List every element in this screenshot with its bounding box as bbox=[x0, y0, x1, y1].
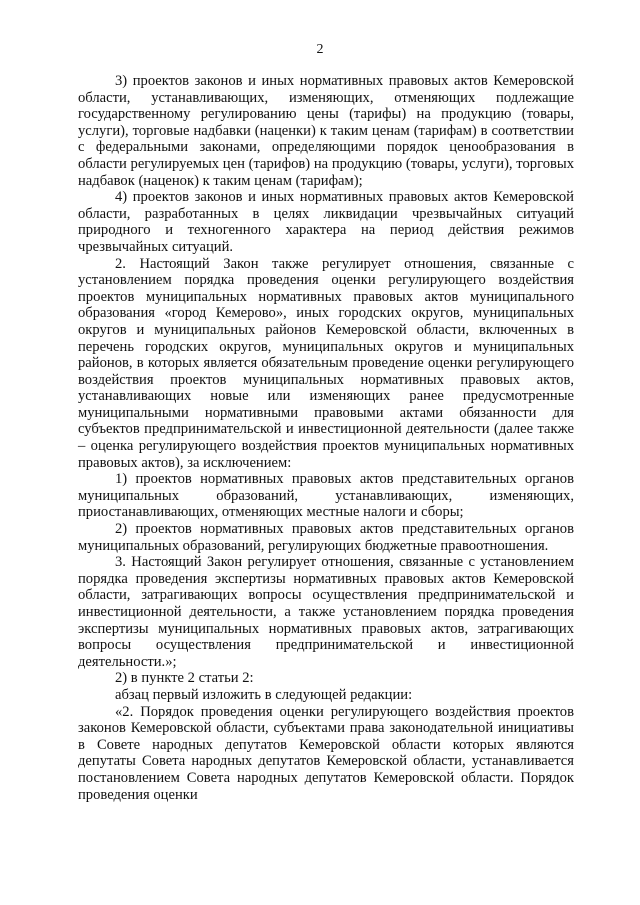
page-number: 2 bbox=[316, 42, 324, 57]
paragraph-item-4-emergency-projects: 4) проектов законов и иных нормативных правовых актов Кемеровской области, разработанных в целях ликвидации чрезвычайных ситуаций природного и техногенного характера на период действия режимов чрезвычайных ситуаций. bbox=[78, 189, 574, 255]
paragraph-item-3-pricing-projects: 3) проектов законов и иных нормативных правовых актов Кемеровской области, устанавливающих, изменяющих, отменяющих подлежащие государственному регулированию цены (тарифы) на продукцию (товары, услуги), торговые надбавки (наценки) к таким ценам (тарифам) в соответствии с федеральными законами, определяющими порядок ценообразования в области регулируемых цен (тарифов) на продукцию (товары, услуги), торговых надбавок (наценок) к таким ценам (тарифам); bbox=[78, 73, 574, 189]
paragraph-new-wording-section-2: «2. Порядок проведения оценки регулирующего воздействия проектов законов Кемеровской области, субъектами права законодательной инициативы в Совете народных депутатов Кемеровской области которых являются депутаты Совета народных депутатов Кемеровской области, устанавливается постановлением Совета народных депутатов Кемеровской области. Порядок проведения оценки bbox=[78, 703, 574, 803]
paragraph-section-2-municipal-assessment: 2. Настоящий Закон также регулирует отношения, связанные с установлением порядка проведения оценки регулирующего воздействия проектов муниципальных нормативных правовых актов муниципального образования «город Кемерово», иных городских округов, муниципальных округов и муниципальных районов Кемеровской области, включенных в перечень городских округов, муниципальных округов и муниципальных районов, в которых является обязательным проведение оценки регулирующего воздействия проектов муниципальных нормативных правовых актов, устанавливающих новые или изменяющих ранее предусмотренные муниципальными нормативными правовыми актами обязанности для субъектов предпринимательской и инвестиционной деятельности (далее также – оценка регулирующего воздействия проектов муниципальных нормативных правовых актов), за исключением: bbox=[78, 255, 574, 471]
document-body bbox=[78, 73, 574, 803]
paragraph-section-3-expertise: 3. Настоящий Закон регулирует отношения, связанные с установлением порядка проведения экспертизы нормативных правовых актов Кемеровской области, затрагивающих вопросы осуществления предпринимательской и инвестиционной деятельности, а также установлением порядка проведения экспертизы муниципальных нормативных правовых актов, затрагивающих вопросы осуществления предпринимательской и инвестиционной деятельности.»; bbox=[78, 554, 574, 670]
paragraph-exception-2-budget-relations: 2) проектов нормативных правовых актов представительных органов муниципальных образований, регулирующих бюджетные правоотношения. bbox=[78, 521, 574, 554]
paragraph-exception-1-local-taxes: 1) проектов нормативных правовых актов представительных органов муниципальных образований, устанавливающих, изменяющих, приостанавливающих, отменяющих местные налоги и сборы; bbox=[78, 471, 574, 521]
paragraph-amendment-instruction: абзац первый изложить в следующей редакции: bbox=[115, 686, 413, 703]
paragraph-amendment-item-2: 2) в пункте 2 статьи 2: bbox=[115, 670, 254, 687]
